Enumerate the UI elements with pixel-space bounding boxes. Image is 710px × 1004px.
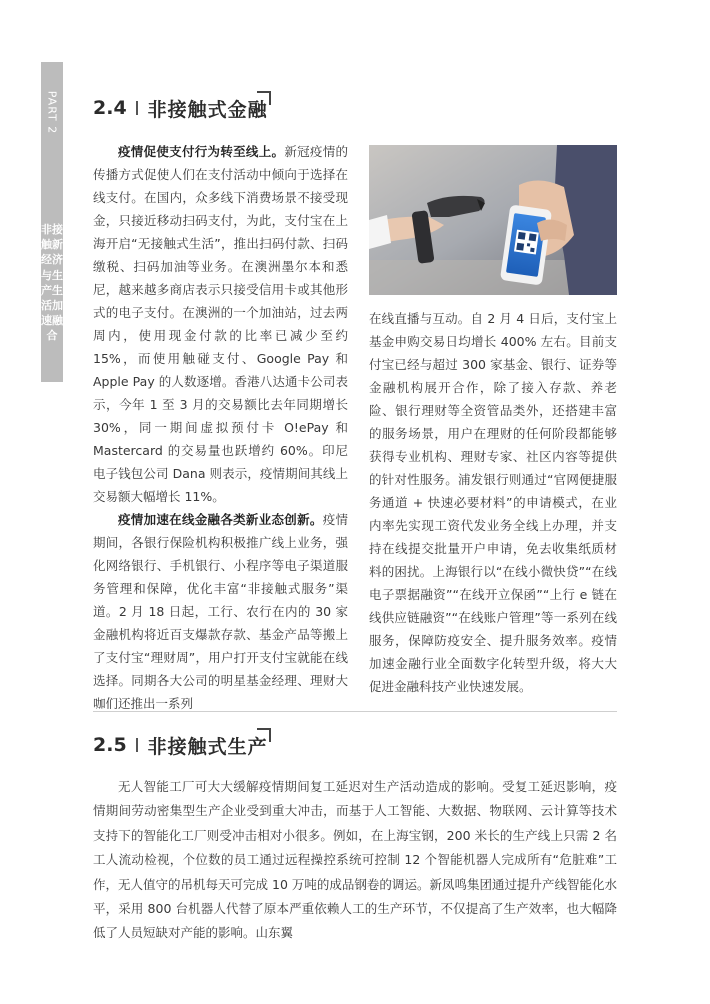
side-part-label-wrap	[41, 72, 63, 152]
side-chapter-title: 非接触新经济与生产生活加速融合	[41, 223, 63, 343]
paragraph	[93, 508, 348, 715]
section-2-5-body	[93, 775, 617, 946]
paragraph: 在线直播与互动。自 2 月 4 日后，支付宝上基金申购交易日均增长 400% 左右。目前支付宝已经与超过 300 家基金、银行、证券等金融机构展开合作，除了接入存款、养老险、银行理财等全资管品类外，还搭建丰富的服务场景，用户在理财的任何阶段都能够获得专业机构、理财专家、社区内容等提供的针对性服务。浦发银行则通过“官网便捷服务通道 + 快速必要材料”的申请模式，在业内率先实现工资代发业务全线上办理，并支持在线提交批量开户申请，免去收集纸质材料的困扰。上海银行以“在线小微快贷”“在线电子票据融资”“在线开立保函”“上行 e 链在线供应链融资”“在线账户管理”等一系列在线服务，保障防疫安全、提升服务效率。疫情加速金融行业全面数字化转型升级，将大大促进金融科技产业快速发展。	[369, 311, 617, 694]
section-number: 2.5	[93, 734, 127, 756]
corner-bracket-icon	[257, 728, 271, 742]
section-title: 非接触式金融	[147, 98, 268, 121]
paragraph-body: 疫情期间，各银行保险机构积极推广线上业务，强化网络银行、手机银行、小程序等电子渠道服务管理和保障，优化丰富“非接触式服务”渠道。2 月 18 日起，工行、农行在内的 30 家金融机构将近百支爆款存款、基金产品等搬上了支付宝“理财周”，用户打开支付宝就能在线选择。同期各大公司的明星基金经理、理财大咖们还推出一系列	[93, 512, 348, 711]
qr-payment-illustration	[369, 145, 617, 295]
section-divider	[93, 711, 617, 712]
section-heading-2-5	[93, 731, 268, 759]
heading-separator	[136, 738, 138, 752]
section-title: 非接触式生产	[147, 735, 268, 758]
paragraph-body: 新冠疫情的传播方式促使人们在支付活动中倾向于选择在线支付。在国内，众多线下消费场景不接受现金，只接近移动扫码支付，为此，支付宝在上海开启“无接触式生活”，推出扫码付款、扫码缴税、扫码加油等业务。在澳洲墨尔本和悉尼，越来越多商店表示只接受信用卡或其他形式的电子支付。在澳洲的一个加油站，过去两周内，使用现金付款的比率已减少至约 15%，而使用触碰支付、Google Pay 和 Apple Pay 的人数逐增。香港八达通卡公司表示，今年 1 至 3 月的交易额比去年同期增长 30%，同一期间虚拟预付卡 O!ePay 和 Mastercard 的交易量也跃增约 60%。印尼电子钱包公司 Dana 则表示，疫情期间其线上交易额大幅增长 11%。	[93, 144, 348, 504]
paragraph: 无人智能工厂可大大缓解疫情期间复工延迟对生产活动造成的影响。受复工延迟影响，疫情期间劳动密集型生产企业受到重大冲击，而基于人工智能、大数据、物联网、云计算等技术支持下的智能化工厂则受冲击相对小很多。例如，在上海宝钢，200 米长的生产线上只需 2 名工人流动检视，个位数的员工通过远程操控系统可控制 12 个智能机器人完成所有“危脏难”工作，无人值守的吊机每天可完成 10 万吨的成品钢卷的调运。新凤鸣集团通过提升产线智能化水平，采用 800 台机器人代替了原本严重依赖人工的生产环节，不仅提高了生产效率，也大幅降低了人员短缺对产能的影响。山东翼	[93, 779, 617, 941]
side-tab	[41, 62, 63, 382]
section-number: 2.4	[93, 97, 127, 119]
corner-bracket-icon	[257, 91, 271, 105]
side-part-label: PART 2	[45, 90, 59, 134]
heading-separator	[136, 101, 138, 115]
right-column	[369, 307, 617, 698]
paragraph-lead: 疫情加速在线金融各类新业态创新。	[118, 512, 323, 527]
left-column	[93, 140, 348, 715]
paragraph	[93, 140, 348, 508]
section-heading-2-4	[93, 94, 268, 122]
qr-payment-photo	[369, 145, 617, 295]
paragraph-lead: 疫情促使支付行为转至线上。	[118, 144, 285, 159]
